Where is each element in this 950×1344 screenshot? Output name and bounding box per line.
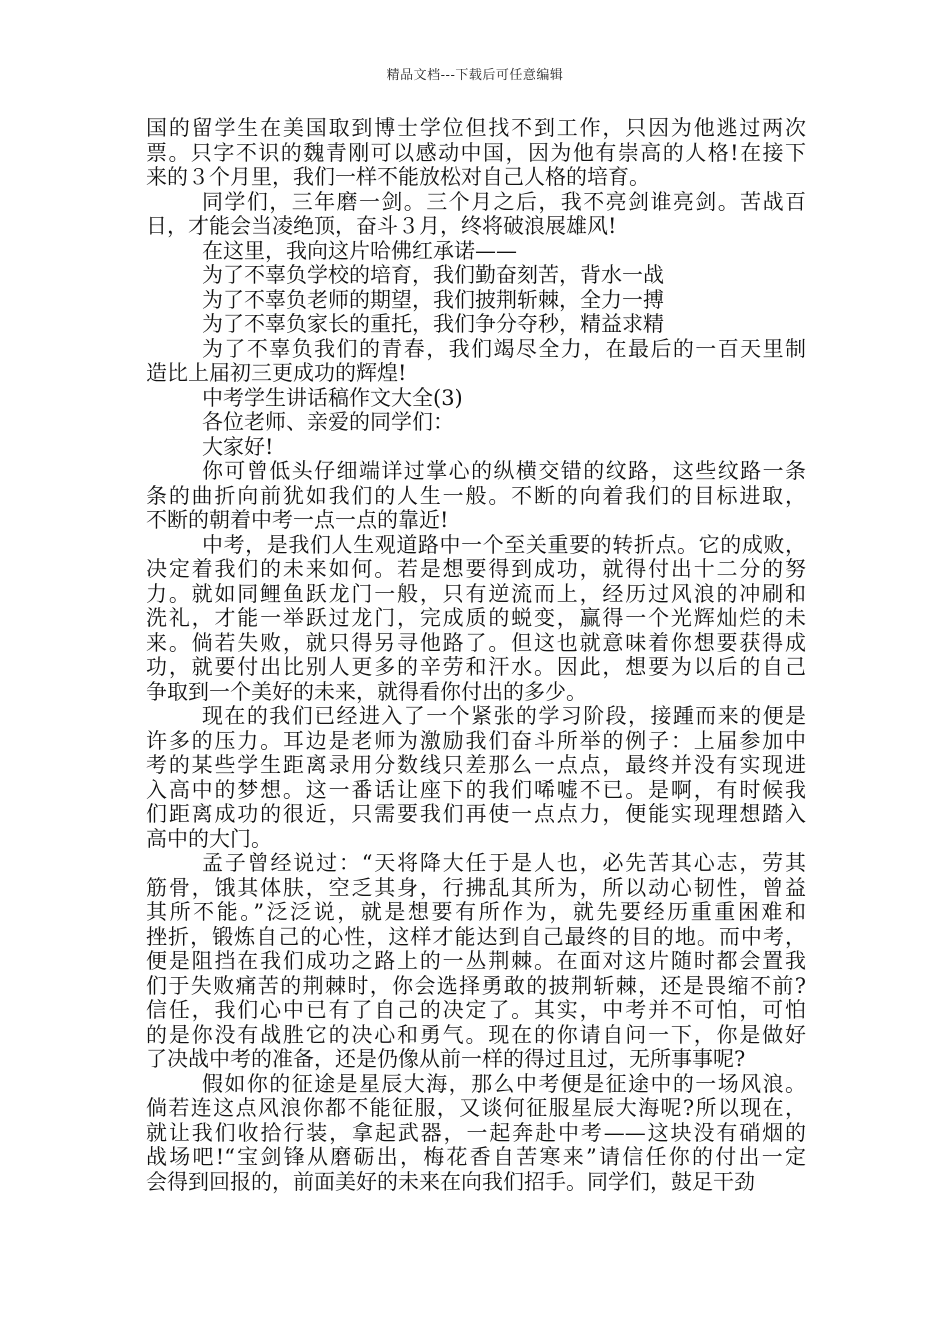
text-line: 倘若连这点风浪你都不能征服，又谈何征服星辰大海呢?所以现在， [146,1096,806,1120]
text-line: 许多的压力。耳边是老师为激励我们奋斗所举的例子：上届参加中 [146,728,806,753]
text-line: 入高中的梦想。这一番话让座下的我们唏嘘不已。是啊，有时候我 [146,777,806,802]
text-line: 现在的我们已经进入了一个紧张的学习阶段，接踵而来的便是 [202,704,806,728]
text-line: 为了不辜负我们的青春，我们竭尽全力，在最后的一百天里制 [202,336,806,361]
paragraph [146,851,806,1072]
text-line: 为了不辜负家长的重托，我们争分夺秒，精益求精 [202,312,664,336]
text-line: 挫折，锻炼自己的心性，这样才能达到自己最终的目的地。而中考， [146,924,806,949]
text-line: 造比上届初三更成功的辉煌! [146,361,407,385]
text-line: 力。就如同鲤鱼跃龙门一般，只有逆流而上，经历过风浪的冲刷和 [146,581,806,606]
text-line: 你可曾低头仔细端详过掌心的纵横交错的纹路，这些纹路一条 [202,459,806,483]
document-body [146,116,806,1194]
text-line: 其所不能。”泛泛说，就是想要有所作为，就先要经历重重困难和 [146,900,806,924]
text-line: 中考学生讲话稿作文大全(3) [202,385,463,410]
paragraph [146,1072,806,1195]
paragraph [146,263,806,288]
text-line: 战场吧!“宝剑锋从磨砺出，梅花香自苦寒来”请信任你的付出一定 [146,1145,806,1169]
text-line: 决定着我们的未来如何。若是想要得到成功，就得付出十二分的努 [146,557,806,581]
text-line: 国的留学生在美国取到博士学位但找不到工作，只因为他逃过两次 [146,116,806,140]
paragraph [146,386,806,411]
text-line: 筋骨，饿其体肤，空乏其身，行拂乱其所为，所以动心韧性，曾益 [146,875,806,900]
text-line: 同学们，三年磨一剑。三个月之后，我不亮剑谁亮剑。苦战百 [202,189,806,214]
text-line: 中考，是我们人生观道路中一个至关重要的转折点。它的成败， [202,532,806,557]
text-line: 各位老师、亲爱的同学们： [202,410,454,434]
paragraph [146,337,806,386]
paragraph [146,288,806,313]
text-line: 为了不辜负老师的期望，我们披荆斩棘，全力一搏 [202,287,664,312]
text-line: 来。倘若失败，就只得另寻他路了。但这也就意味着你想要获得成 [146,630,806,655]
text-line: 为了不辜负学校的培育，我们勤奋刻苦，背水一战 [202,263,664,287]
text-line: 在这里，我向这片哈佛红承诺—— [202,238,517,263]
paragraph [146,704,806,851]
text-line: 功，就要付出比别人更多的辛劳和汗水。因此，想要为以后的自己 [146,655,806,679]
text-line: 大家好! [202,434,274,459]
paragraph [146,239,806,264]
text-line: 就让我们收拾行装，拿起武器，一起奔赴中考——这块没有硝烟的 [146,1120,806,1145]
text-line: 票。只字不识的魏青刚可以感动中国，因为他有崇高的人格!在接下 [146,140,806,165]
text-line: 的是你没有战胜它的决心和勇气。现在的你请自问一下，你是做好 [146,1022,806,1047]
paragraph [146,190,806,239]
text-line: 了决战中考的准备，还是仍像从前一样的得过且过，无所事事呢? [146,1047,746,1071]
text-line: 便是阻挡在我们成功之路上的一丛荆棘。在面对这片随时都会置我 [146,949,806,973]
paragraph [146,533,806,705]
text-line: 会得到回报的，前面美好的未来在向我们招手。同学们，鼓足干劲 [146,1169,755,1194]
text-line: 们于失败痛苦的荆棘时，你会选择勇敢的披荆斩棘，还是畏缩不前? [146,973,806,998]
text-line: 高中的大门。 [146,826,272,851]
text-line: 洗礼，才能一举跃过龙门，完成质的蜕变，赢得一个光辉灿烂的未 [146,606,806,630]
text-line: 假如你的征途是星辰大海，那么中考便是征途中的一场风浪。 [202,1071,806,1096]
paragraph [146,312,806,337]
paragraph [146,459,806,533]
text-line: 们距离成功的很近，只需要我们再使一点点力，便能实现理想踏入 [146,802,806,826]
text-line: 争取到一个美好的未来，就得看你付出的多少。 [146,679,587,704]
paragraph [146,410,806,435]
text-line: 来的３个月里，我们一样不能放松对自己人格的培育。 [146,165,650,189]
text-line: 不断的朝着中考一点一点的靠近! [146,508,449,532]
text-line: 考的某些学生距离录用分数线只差那么一点点，最终并没有实现进 [146,753,806,777]
page-header: 精品文档---下载后可任意编辑 [386,68,564,83]
paragraph [146,435,806,460]
text-line: 信任，我们心中已有了自己的决定了。其实，中考并不可怕，可怕 [146,998,806,1022]
paragraph [146,116,806,190]
text-line: 日，才能会当凌绝顶，奋斗３月，终将破浪展雄风! [146,214,617,238]
text-line: 条的曲折向前犹如我们的人生一般。不断的向着我们的目标进取， [146,483,806,508]
text-line: 孟子曾经说过：“天将降大任于是人也，必先苦其心志，劳其 [202,851,806,875]
